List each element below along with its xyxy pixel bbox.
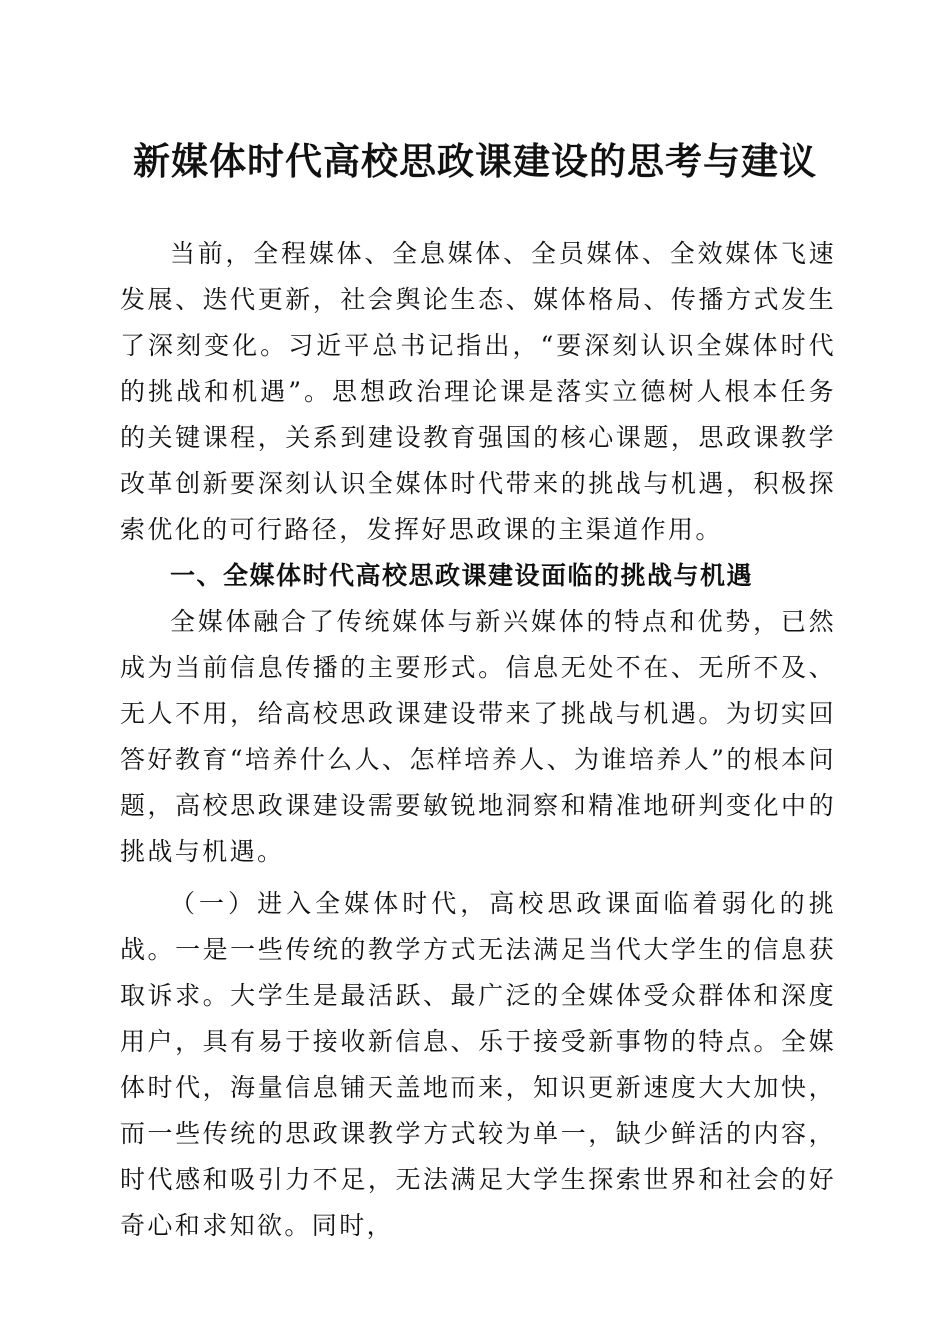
section-heading-1: 一、全媒体时代高校思政课建设面临的挑战与机遇 (170, 561, 754, 590)
section-1-paragraph: 全媒体融合了传统媒体与新兴媒体的特点和优势，已然成为当前信息传播的主要形式。信息无处不在、无所不及、无人不用，给高校思政课建设带来了挑战与机遇。为切实回答好教育“培养什么人、怎样培养人、为谁培养人”的根本问题，高校思政课建设需要敏锐地洞察和精准地研判变化中的挑战与机遇。 (120, 607, 836, 866)
intro-paragraph: 当前，全程媒体、全息媒体、全员媒体、全效媒体飞速发展、迭代更新，社会舆论生态、媒体格局、传播方式发生了深刻变化。习近平总书记指出，“要深刻认识全媒体时代的挑战和机遇”。思想政治理论课是落实立德树人根本任务的关键课程，关系到建设教育强国的核心课题，思政课教学改革创新要深刻认识全媒体时代带来的挑战与机遇，积极探索优化的可行路径，发挥好思政课的主渠道作用。 (120, 239, 836, 544)
subsection-1-paragraph: （一）进入全媒体时代，高校思政课面临着弱化的挑战。一是一些传统的教学方式无法满足当代大学生的信息获取诉求。大学生是最活跃、最广泛的全媒体受众群体和深度用户，具有易于接收新信息、乐于接受新事物的特点。全媒体时代，海量信息铺天盖地而来，知识更新速度大大加快，而一些传统的思政课教学方式较为单一，缺少鲜活的内容，时代感和吸引力不足，无法满足大学生探索世界和社会的好奇心和求知欲。同时， (120, 889, 836, 1240)
document-body (120, 231, 836, 1249)
document-title: 新媒体时代高校思政课建设的思考与建议 (133, 139, 817, 183)
